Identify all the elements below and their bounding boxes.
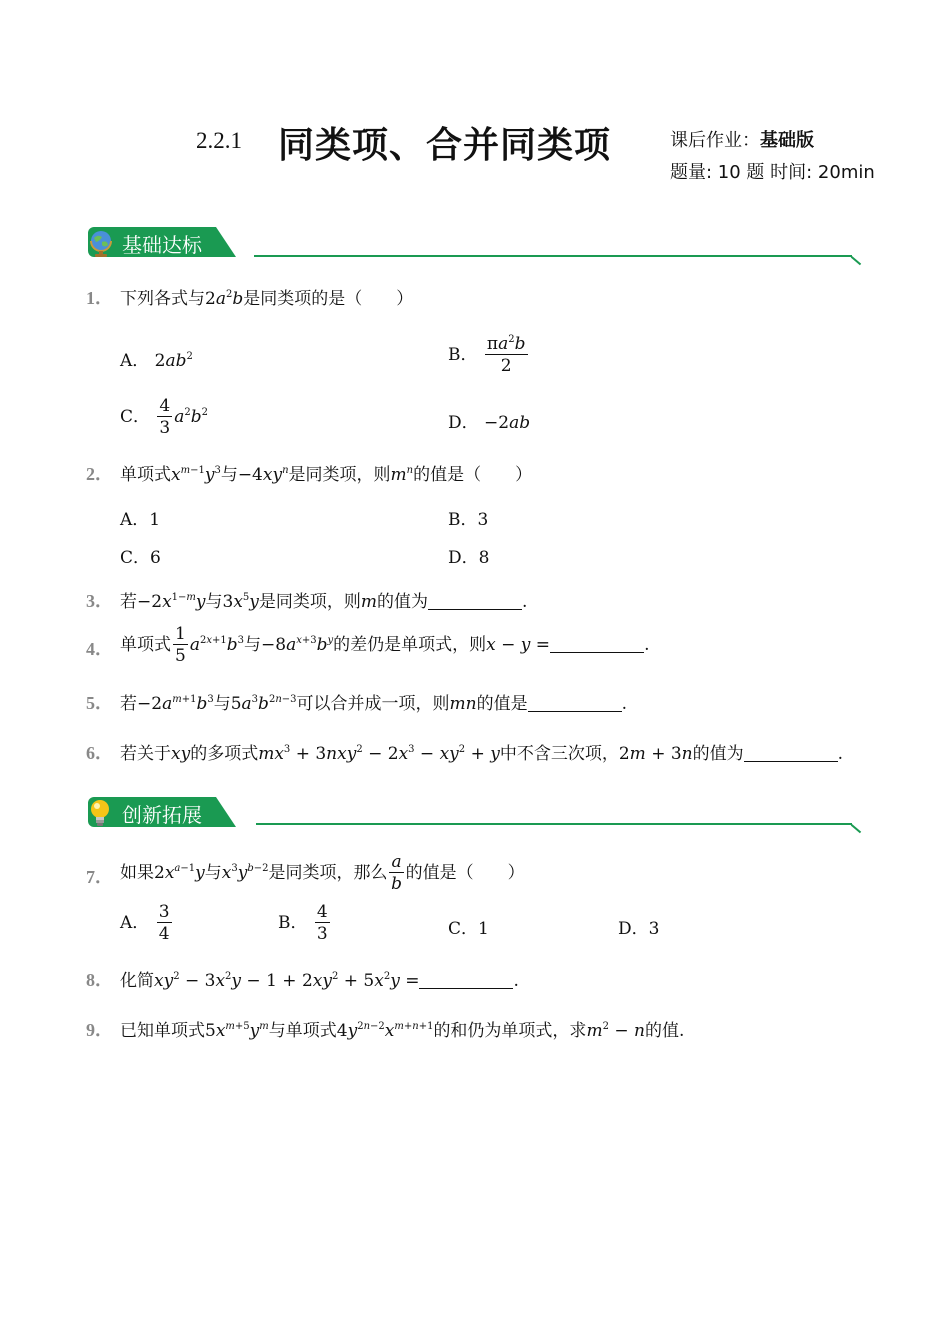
section-rule-end [851, 256, 861, 265]
option-d[interactable]: D．8 [448, 548, 490, 568]
section-banner-basic [88, 227, 238, 257]
question-number: 9． [86, 1020, 113, 1040]
question-2-text: 单项式$x^{m-1}y^3$与$-4xy^n$是同类项，则$m^n$的值是（ ） [120, 465, 533, 485]
section-rule-end [851, 824, 861, 833]
question-3-text: 若$-2x^{1-m}y$与$3x^5y$是同类项，则m的值为 . [120, 592, 528, 612]
option-a[interactable]: A． $\frac{3}{4}$ [120, 902, 170, 944]
question-number: 2． [86, 464, 113, 484]
section-label-basic: 基础达标 [122, 233, 202, 257]
section-rule-extension [256, 823, 852, 825]
question-7-text: 如果$2x^{a-1}y$与$x^3y^{b-2}$是同类项，那么 $\frac{a}{b}$ 的值是（ ） [120, 852, 525, 894]
option-b[interactable]: B． $\frac{\pi a^2b}{2}$ [448, 334, 526, 376]
option-c[interactable]: C．1 [448, 919, 489, 939]
option-b[interactable]: B． $\frac{4}{3}$ [278, 902, 328, 944]
option-a[interactable]: A．1 [120, 510, 161, 530]
option-d[interactable]: D． −2ab [448, 413, 531, 433]
answer-blank[interactable] [419, 972, 513, 989]
lightbulb-icon [88, 798, 118, 828]
assignment-line [670, 126, 814, 152]
question-number: 7． [86, 867, 113, 887]
question-8-text: 化简$xy^2 - 3x^2y - 1 + 2xy^2 + 5x^2y$ = . [120, 971, 519, 991]
question-number: 4． [86, 639, 113, 659]
page-title: 同类项、合并同类项 [278, 125, 612, 166]
section-banner-extension [88, 797, 238, 827]
option-a[interactable]: A． $2ab^2$ [120, 351, 193, 371]
question-6-text: 若关于xy的多项式$mx^3 + 3nxy^2 - 2x^3 - xy^2 + y$中不含三次项，2m + 3n的值为 . [120, 744, 844, 764]
answer-blank[interactable] [428, 593, 522, 610]
option-c[interactable]: C．6 [120, 548, 161, 568]
assignment-level: 基础版 [760, 130, 814, 151]
question-number: 8． [86, 970, 113, 990]
answer-blank[interactable] [744, 745, 838, 762]
answer-blank[interactable] [528, 695, 622, 712]
quiz-meta: 题量: 10 题 时间: 20min [670, 162, 875, 183]
option-b[interactable]: B．3 [448, 510, 489, 530]
question-number: 3． [86, 591, 113, 611]
question-1-text: 下列各式与$2a^2b$是同类项的是（ ） [120, 289, 414, 309]
question-4-text: 单项式 $\frac{1}{5}$ $a^{2x+1}b^3$与$-8a^{x+3}b^y$的差仍是单项式，则x − y = . [120, 624, 650, 666]
question-number: 5． [86, 693, 113, 713]
section-label-extension: 创新拓展 [122, 803, 202, 827]
question-number: 1． [86, 288, 113, 308]
globe-icon [88, 228, 118, 258]
answer-blank[interactable] [550, 636, 644, 653]
option-c[interactable]: C． $\frac{4}{3}$ $a^2b^2$ [120, 396, 209, 438]
section-number: 2.2.1 [196, 128, 242, 153]
question-number: 6． [86, 743, 113, 763]
question-9-text: 已知单项式$5x^{m+5}y^m$与单项式$4y^{2n-2}x^{m+n+1}$的和仍为单项式，求$m^2 - n$的值. [120, 1021, 685, 1041]
assignment-label: 课后作业： [670, 130, 760, 151]
option-d[interactable]: D．3 [618, 919, 660, 939]
section-rule-basic [254, 255, 852, 257]
question-5-text: 若$-2a^{m+1}b^3$与$5a^3b^{2n-3}$可以合并成一项，则mn的值是 . [120, 694, 627, 714]
